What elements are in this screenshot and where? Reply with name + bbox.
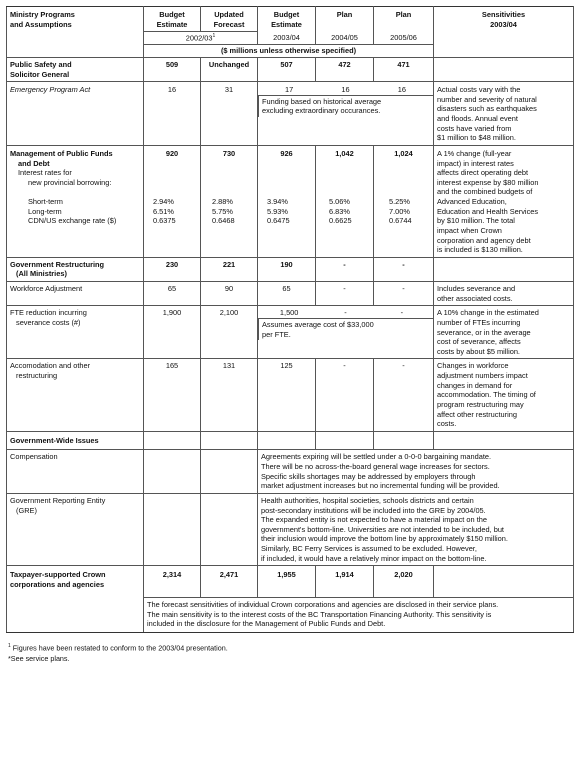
- footnote-1-marker: 1: [8, 642, 11, 649]
- emergency-note-2: excluding extraordinary occurances.: [262, 106, 381, 116]
- accom-sens-1: Changes in workforce: [437, 361, 509, 371]
- crown-v5: 2,020: [374, 566, 434, 598]
- header-year-2005: 2005/06: [390, 32, 417, 42]
- comp-note: [258, 450, 574, 494]
- comp-note-3: Specific skills shortages may be addressed by employers through: [261, 471, 476, 481]
- mgmt-item-1-v5: 5.25%: [389, 197, 410, 207]
- crown-note-2: The main sensitivity is to the interest costs of the BC Transportation Financing Authority. This sensitivity is: [147, 609, 492, 619]
- mgmt-item-2-v5: 7.00%: [389, 206, 410, 216]
- mgmt-sens-9: impact when Crown: [437, 225, 502, 235]
- public-safety-v1: 509: [144, 57, 201, 81]
- mgmt-item-1-v3: 3.94%: [267, 197, 288, 207]
- mgmt-v1: 920: [165, 148, 179, 158]
- header-budget2-line1: Budget: [273, 10, 300, 19]
- emergency-v4: 16: [341, 85, 350, 95]
- mgmt-item-3-v1: 0.6375: [153, 216, 176, 226]
- emergency-sens-3: disasters such as earthquakes: [437, 104, 537, 114]
- gre-note-2: post-secondary institutions will be included into the GRE by 2004/05.: [261, 505, 486, 515]
- mgmt-v5: 1,024: [394, 148, 413, 158]
- restructuring-label-2: (All Ministries): [16, 269, 67, 279]
- fte-sens-4: cost of severance, affects: [437, 337, 521, 347]
- mgmt-item-2-v3: 5.93%: [267, 206, 288, 216]
- accom-v4: -: [316, 359, 374, 431]
- gre-note-3: The expanded entity is not expected to have a material impact on the: [261, 515, 487, 525]
- public-safety-label-2: Solicitor General: [10, 69, 70, 79]
- footnote-2: *See service plans.: [8, 654, 70, 664]
- mgmt-sens-7: Education and Health Services: [437, 206, 539, 216]
- mgmt-item-3-label: CDN/US exchange rate ($): [28, 216, 117, 226]
- public-safety-v2: Unchanged: [201, 57, 258, 81]
- accom-v1: 165: [144, 359, 201, 431]
- accom-label-2: restructuring: [16, 371, 58, 381]
- mgmt-sens-8: by $10 million. The total: [437, 216, 515, 226]
- crown-label-2: corporations and agencies: [10, 579, 105, 589]
- mgmt-sub-2: new provincial borrowing:: [28, 177, 112, 187]
- fte-sens-5: costs by about $5 million.: [437, 346, 520, 356]
- restructuring-label-1: Government Restructuring: [10, 259, 105, 269]
- govwide-label: Government-Wide Issues: [7, 431, 144, 450]
- crown-v2: 2,471: [201, 566, 258, 598]
- accom-label-1: Accomodation and other: [10, 361, 91, 371]
- crown-note-3: included in the disclosure for the Management of Public Funds and Debt.: [147, 619, 386, 629]
- row-restructuring: [7, 257, 574, 281]
- workforce-label: Workforce Adjustment: [7, 282, 144, 306]
- accom-sens-7: costs.: [437, 419, 457, 429]
- fte-label-2: severance costs (#): [16, 317, 81, 327]
- mgmt-sens-2: impact) in interest rates: [437, 158, 514, 168]
- emergency-sens-5: costs have varied from: [437, 123, 512, 133]
- row-crown-note: [7, 598, 574, 633]
- mgmt-v3: 926: [280, 148, 293, 158]
- mgmt-label-1: Management of Public Funds: [10, 148, 113, 158]
- emergency-note: [258, 95, 433, 117]
- accom-sens-5: program restructuring may: [437, 399, 524, 409]
- accom-sens-3: changes in demand for: [437, 380, 513, 390]
- mgmt-item-1-v4: 5.06%: [329, 197, 350, 207]
- crown-label-1: Taxpayer-supported Crown: [10, 570, 106, 580]
- row-fte: [7, 306, 574, 359]
- workforce-sensitivity: [434, 282, 574, 306]
- mgmt-label-2: and Debt: [18, 158, 50, 168]
- workforce-sens-2: other associated costs.: [437, 293, 513, 303]
- fte-sens-3: severance, or in the average: [437, 327, 531, 337]
- fte-note: [258, 318, 433, 340]
- mgmt-sens-3: affects direct operating debt: [437, 168, 529, 178]
- workforce-v5: -: [374, 282, 434, 306]
- mgmt-sens-11: is included is $130 million.: [437, 245, 523, 255]
- accom-sens-6: affect other restructuring: [437, 409, 517, 419]
- row-public-safety: [7, 57, 574, 81]
- mgmt-item-3-v2: 0.6468: [212, 216, 235, 226]
- header-sens-year: 2003/04: [490, 19, 517, 29]
- mgmt-sens-6: Advanced Education,: [437, 197, 507, 207]
- comp-note-2: There will be no across-the-board general wage increases for sectors.: [261, 462, 490, 472]
- emergency-v3: 17: [285, 85, 294, 95]
- mgmt-item-2-v1: 6.51%: [153, 206, 174, 216]
- accom-sensitivity: [434, 359, 574, 431]
- footnote-1: [8, 643, 574, 654]
- accom-sens-2: adjustment numbers impact: [437, 371, 528, 381]
- workforce-v4: -: [316, 282, 374, 306]
- header-budget-line2: Estimate: [156, 19, 188, 29]
- mgmt-sens-1: A 1% change (full-year: [437, 148, 512, 158]
- public-safety-v3: 507: [258, 57, 316, 81]
- row-management: [7, 145, 574, 257]
- workforce-sens-1: Includes severance and: [437, 284, 516, 294]
- header-year-2004: 2004/05: [331, 32, 358, 42]
- gre-label-2: (GRE): [16, 505, 37, 515]
- fte-sens-1: A 10% change in the estimated: [437, 308, 539, 318]
- header-program-line1: Ministry Programs: [10, 10, 75, 19]
- emergency-v2: 31: [201, 82, 258, 146]
- header-program-line2: and Assumptions: [10, 19, 72, 29]
- gre-label-1: Government Reporting Entity: [10, 495, 106, 505]
- restructuring-v2: 221: [201, 257, 258, 281]
- fte-sens-2: number of FTEs incurring: [437, 317, 521, 327]
- footnote-1-text: Figures have been restated to conform to the 2003/04 presentation.: [10, 643, 228, 653]
- workforce-v2: 90: [201, 282, 258, 306]
- units-label: ($ millions unless otherwise specified): [220, 46, 357, 56]
- fte-v1: 1,900: [144, 306, 201, 359]
- row-workforce: [7, 282, 574, 306]
- mgmt-item-3-v3: 0.6475: [267, 216, 290, 226]
- row-govwide: [7, 431, 574, 450]
- footnotes: [6, 643, 574, 665]
- crown-v1: 2,314: [144, 566, 201, 598]
- fte-v5: -: [400, 308, 404, 318]
- gre-note-5: their inclusion would improve the bottom line by approximately $150 million.: [261, 534, 508, 544]
- mgmt-item-1-v2: 2.88%: [212, 197, 233, 207]
- mgmt-sub-1: Interest rates for: [18, 168, 72, 178]
- gre-note-6: Similarly, BC Ferry Services is assumed to be excluded. However,: [261, 544, 477, 554]
- header-sensitivities: Sensitivities: [481, 10, 526, 19]
- restructuring-v5: -: [374, 257, 434, 281]
- header-plan1: Plan: [336, 10, 353, 19]
- mgmt-v2: 730: [222, 148, 236, 158]
- accom-v2: 131: [201, 359, 258, 431]
- mgmt-sens-4: interest expense by $80 million: [437, 177, 539, 187]
- gre-note: [258, 493, 574, 565]
- mgmt-item-3-v4: 0.6625: [329, 216, 352, 226]
- row-crown: [7, 566, 574, 598]
- crown-note-1: The forecast sensitivities of individual Crown corporations and agencies are disclosed in their service plans.: [147, 600, 499, 610]
- header-budget-line1: Budget: [159, 10, 185, 19]
- crown-v4: 1,914: [316, 566, 374, 598]
- mgmt-item-1-label: Short-term: [28, 197, 63, 207]
- crown-v3: 1,955: [258, 566, 316, 598]
- crown-note: [144, 598, 574, 633]
- header-plan2: Plan: [395, 10, 412, 19]
- row-gre: [7, 493, 574, 565]
- gre-note-4: government's bottom-line. Universities are not intended to be included, but: [261, 524, 504, 534]
- emergency-sensitivity: [434, 82, 574, 146]
- row-accommodation: [7, 359, 574, 431]
- mgmt-sensitivity: [434, 145, 574, 257]
- workforce-v1: 65: [144, 282, 201, 306]
- mgmt-item-2-v4: 6.83%: [329, 206, 350, 216]
- emergency-note-1: Funding based on historical average: [262, 96, 382, 106]
- mgmt-item-2-v2: 5.75%: [212, 206, 233, 216]
- header-updated-line1: Updated: [214, 10, 244, 19]
- header-row: [7, 7, 574, 32]
- emergency-v1: 16: [144, 82, 201, 146]
- restructuring-v1: 230: [144, 257, 201, 281]
- public-safety-v5: 471: [374, 57, 434, 81]
- emergency-label: Emergency Program Act: [7, 82, 144, 146]
- emergency-sens-6: $1 million to $48 million.: [437, 133, 516, 143]
- fte-v2: 2,100: [201, 306, 258, 359]
- accom-sens-4: accommodation. The timing of: [437, 390, 536, 400]
- emergency-v5: 16: [397, 85, 406, 95]
- sensitivities-table: [6, 6, 574, 633]
- header-year-2002: 2002/03: [185, 33, 213, 43]
- gre-note-7: if included, it would have a relatively minor impact on the bottom-line.: [261, 553, 487, 563]
- comp-label: Compensation: [7, 450, 144, 494]
- public-safety-v4: 472: [316, 57, 374, 81]
- row-compensation: [7, 450, 574, 494]
- public-safety-label-1: Public Safety and: [10, 59, 72, 69]
- header-budget2-line2: Estimate: [271, 19, 302, 29]
- gre-note-1: Health authorities, hospital societies, schools districts and certain: [261, 495, 474, 505]
- mgmt-item-2-label: Long-term: [28, 206, 62, 216]
- fte-v3: 1,500: [279, 308, 299, 318]
- comp-note-4: market adjustment increases but no incremental funding will be provided.: [261, 481, 500, 491]
- mgmt-item-3-v5: 0.6744: [389, 216, 412, 226]
- restructuring-v4: -: [316, 257, 374, 281]
- fte-note-2: per FTE.: [262, 329, 291, 339]
- mgmt-v4: 1,042: [335, 148, 354, 158]
- emergency-sens-4: and floods. Annual event: [437, 114, 518, 124]
- mgmt-sens-5: and the combined budgets of: [437, 187, 533, 197]
- fte-label-1: FTE reduction incurring: [10, 308, 87, 318]
- fte-sensitivity: [434, 306, 574, 359]
- mgmt-sens-10: corporation and agency debt: [437, 235, 531, 245]
- workforce-v3: 65: [258, 282, 316, 306]
- emergency-sens-1: Actual costs vary with the: [437, 85, 521, 95]
- emergency-sens-2: number and severity of natural: [437, 94, 537, 104]
- accom-v3: 125: [258, 359, 316, 431]
- accom-v5: -: [374, 359, 434, 431]
- header-updated-line2: Forecast: [213, 19, 245, 29]
- fte-v4: -: [344, 308, 347, 318]
- header-year-2003: 2003/04: [273, 32, 300, 42]
- fte-note-1: Assumes average cost of $33,000: [262, 319, 374, 329]
- footnote-ref-1: 1: [212, 33, 216, 40]
- restructuring-v3: 190: [258, 257, 316, 281]
- comp-note-1: Agreements expiring will be settled under a 0-0-0 bargaining mandate.: [261, 452, 492, 462]
- mgmt-item-1-v1: 2.94%: [153, 197, 174, 207]
- row-emergency: [7, 82, 574, 146]
